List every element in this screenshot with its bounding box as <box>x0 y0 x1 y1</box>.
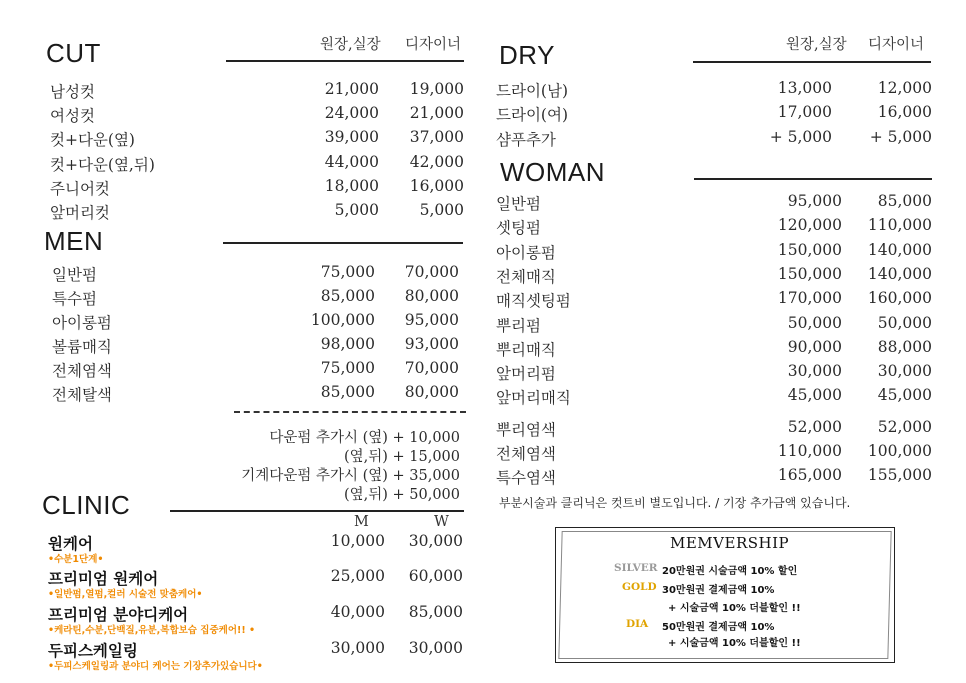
price-designer: 140,000 <box>867 264 932 283</box>
service-name: 컷+다운(옆,뒤) <box>50 155 155 174</box>
price-designer: 45,000 <box>877 386 932 405</box>
service-name: 컷+다운(옆) <box>50 131 135 150</box>
service-name: 매직셋팅펌 <box>496 292 571 311</box>
notice-text: 부분시술과 클리닉은 컷트비 별도입니다. / 기장 추가금액 있습니다. <box>499 496 851 510</box>
price-row <box>496 103 932 127</box>
price-designer: 52,000 <box>877 417 932 436</box>
tier-silver-label: SILVER <box>614 562 658 574</box>
clinic-title: CLINIC <box>42 490 131 520</box>
price-senior: 5,000 <box>334 201 379 219</box>
clinic-col-head-m: M <box>354 514 369 530</box>
clinic-service-note: •케라틴,수분,단백질,유분,복합보습 집중케어!! • <box>48 625 256 636</box>
clinic-price-m: 25,000 <box>330 567 385 585</box>
price-designer: 155,000 <box>867 466 932 485</box>
service-name: 전체탈색 <box>52 386 112 404</box>
service-name: 전체매직 <box>496 267 556 286</box>
price-row <box>52 287 459 311</box>
service-name: 셋팅펌 <box>496 219 541 238</box>
price-senior: 85,000 <box>320 383 375 401</box>
dry-title: DRY <box>499 40 555 70</box>
price-senior: 21,000 <box>324 80 379 98</box>
price-designer: 80,000 <box>404 383 459 401</box>
service-name: 아이롱펌 <box>52 314 112 332</box>
service-name: 드라이(여) <box>496 106 568 125</box>
price-row <box>50 201 464 225</box>
clinic-service-name: 두피스케일링 <box>48 642 138 660</box>
price-designer: 70,000 <box>404 359 459 377</box>
price-senior: 120,000 <box>777 216 842 235</box>
price-designer: 5,000 <box>419 201 464 219</box>
cut-title: CUT <box>46 38 101 68</box>
price-row <box>496 442 932 466</box>
men-extra-2: (옆,뒤) + 15,000 <box>343 449 460 465</box>
price-row <box>52 383 459 407</box>
price-designer: 42,000 <box>409 152 464 171</box>
clinic-service-note: •수분1단계• <box>48 554 104 565</box>
dry-col-head-senior: 원장,실장 <box>786 37 847 53</box>
service-name: 남성컷 <box>50 83 95 101</box>
cut-col-head-designer: 디자이너 <box>405 37 462 53</box>
service-name: 앞머리펌 <box>496 365 556 384</box>
price-senior: 85,000 <box>320 287 375 305</box>
service-name: 특수펌 <box>52 290 97 308</box>
service-name: 특수염색 <box>496 469 556 488</box>
woman-rule <box>694 178 932 180</box>
tier-gold-text-1: 30만원권 결제금액 10% <box>662 585 775 596</box>
price-designer: 80,000 <box>404 287 459 305</box>
price-row <box>496 241 932 265</box>
price-senior: 90,000 <box>787 337 842 356</box>
price-senior: 150,000 <box>777 264 842 283</box>
service-name: 주니어컷 <box>50 179 110 198</box>
dry-col-head-designer: 디자이너 <box>868 37 925 53</box>
clinic-price-m: 10,000 <box>330 532 385 550</box>
price-designer: 16,000 <box>409 176 464 195</box>
service-name: 드라이(남) <box>496 82 568 100</box>
price-row <box>50 80 464 104</box>
clinic-price-m: 30,000 <box>330 639 385 657</box>
clinic-price-m: 40,000 <box>330 603 385 621</box>
price-row <box>50 104 464 128</box>
price-senior: 39,000 <box>324 128 379 147</box>
clinic-col-head-w: W <box>434 514 449 530</box>
price-row <box>496 466 932 490</box>
clinic-price-w: 85,000 <box>408 603 463 621</box>
price-row <box>496 386 932 410</box>
price-row <box>496 216 932 240</box>
service-name: 여성컷 <box>50 107 95 126</box>
price-row <box>496 338 932 362</box>
service-name: 전체염색 <box>52 362 112 380</box>
price-designer: 50,000 <box>877 313 932 332</box>
price-senior: 98,000 <box>320 335 375 353</box>
clinic-service-name: 프리미엄 분야디케어 <box>48 606 189 624</box>
price-senior: 44,000 <box>324 152 379 171</box>
service-name: 일반펌 <box>52 266 97 284</box>
price-designer: 110,000 <box>867 216 932 235</box>
cut-rule <box>226 60 464 62</box>
clinic-service-note: •일반펌,열펌,컬러 시술전 맞춤케어• <box>48 589 203 600</box>
price-senior: + 5,000 <box>769 127 832 146</box>
price-row <box>496 265 932 289</box>
men-extra-3: 기계다운펌 추가시 (옆) + 35,000 <box>241 468 460 484</box>
price-designer: 160,000 <box>867 289 932 308</box>
service-name: 전체염색 <box>496 445 556 463</box>
clinic-price-w: 30,000 <box>408 532 463 550</box>
price-row <box>496 314 932 338</box>
men-dashed-divider <box>234 411 466 413</box>
dry-rule <box>693 61 931 63</box>
price-designer: 95,000 <box>404 311 459 329</box>
price-row <box>496 362 932 386</box>
membership-title: MEMVERSHIP <box>670 534 790 552</box>
service-name: 뿌리매직 <box>496 340 556 359</box>
price-senior: 17,000 <box>777 103 832 122</box>
woman-title: WOMAN <box>500 157 606 187</box>
cut-col-head-senior: 원장,실장 <box>320 37 381 53</box>
price-senior: 45,000 <box>787 386 842 405</box>
clinic-service-name: 원케어 <box>48 535 93 553</box>
tier-dia-text-1: 50만원권 결제금액 10% <box>662 622 775 633</box>
service-name: 일반펌 <box>496 195 541 213</box>
service-name: 샴푸추가 <box>496 130 556 149</box>
clinic-service-name: 프리미엄 원케어 <box>48 570 159 588</box>
price-senior: 30,000 <box>787 362 842 381</box>
price-designer: 88,000 <box>877 337 932 356</box>
price-designer: 70,000 <box>404 263 459 281</box>
price-row <box>496 128 932 152</box>
tier-silver-text: 20만원권 시술금액 10% 할인 <box>662 566 798 577</box>
price-row <box>52 311 459 335</box>
price-senior: 13,000 <box>777 79 832 97</box>
men-extra-4: (옆,뒤) + 50,000 <box>343 487 460 503</box>
price-senior: 75,000 <box>320 359 375 377</box>
tier-dia-text-2: + 시술금액 10% 더블할인 !! <box>668 638 801 649</box>
tier-dia-label: DIA <box>626 618 649 630</box>
service-name: 앞머리컷 <box>50 204 110 222</box>
men-extra-1: 다운펌 추가시 (옆) + 10,000 <box>269 430 460 446</box>
price-designer: 19,000 <box>409 80 464 98</box>
price-designer: 12,000 <box>877 79 932 97</box>
price-senior: 50,000 <box>787 313 842 332</box>
price-row <box>50 177 464 201</box>
price-row <box>496 192 932 216</box>
price-designer: 21,000 <box>409 104 464 123</box>
price-row <box>496 79 932 103</box>
price-designer: 100,000 <box>867 442 932 460</box>
tier-gold-text-2: + 시술금액 10% 더블할인 !! <box>668 603 801 614</box>
clinic-rule <box>170 510 464 512</box>
price-senior: 18,000 <box>324 176 379 195</box>
price-row <box>496 289 932 313</box>
price-designer: 140,000 <box>867 240 932 259</box>
price-designer: 93,000 <box>404 335 459 353</box>
price-senior: 165,000 <box>777 466 842 485</box>
price-senior: 95,000 <box>787 192 842 210</box>
price-senior: 100,000 <box>310 311 375 329</box>
price-designer: 30,000 <box>877 362 932 381</box>
price-senior: 170,000 <box>777 289 842 308</box>
price-designer: 37,000 <box>409 128 464 147</box>
price-row <box>50 153 464 177</box>
service-name: 뿌리펌 <box>496 316 541 335</box>
price-designer: + 5,000 <box>869 127 932 146</box>
tier-gold-label: GOLD <box>622 581 657 593</box>
clinic-price-w: 60,000 <box>408 567 463 585</box>
price-designer: 16,000 <box>877 103 932 122</box>
clinic-price-w: 30,000 <box>408 639 463 657</box>
price-senior: 110,000 <box>777 442 842 460</box>
price-row <box>52 359 459 383</box>
price-senior: 52,000 <box>787 417 842 436</box>
price-row <box>496 418 932 442</box>
service-name: 앞머리매직 <box>496 389 571 408</box>
service-name: 아이롱펌 <box>496 243 556 262</box>
men-rule <box>223 242 463 244</box>
price-row <box>52 263 459 287</box>
price-designer: 85,000 <box>877 192 932 210</box>
price-senior: 150,000 <box>777 240 842 259</box>
price-senior: 24,000 <box>324 104 379 123</box>
clinic-service-note: •두피스케일링과 분야디 케어는 기장추가있습니다• <box>48 661 263 672</box>
price-row <box>52 335 459 359</box>
price-row <box>50 128 464 152</box>
men-title: MEN <box>44 226 104 256</box>
service-name: 볼륨매직 <box>52 338 112 356</box>
price-senior: 75,000 <box>320 263 375 281</box>
service-name: 뿌리염색 <box>496 420 556 439</box>
